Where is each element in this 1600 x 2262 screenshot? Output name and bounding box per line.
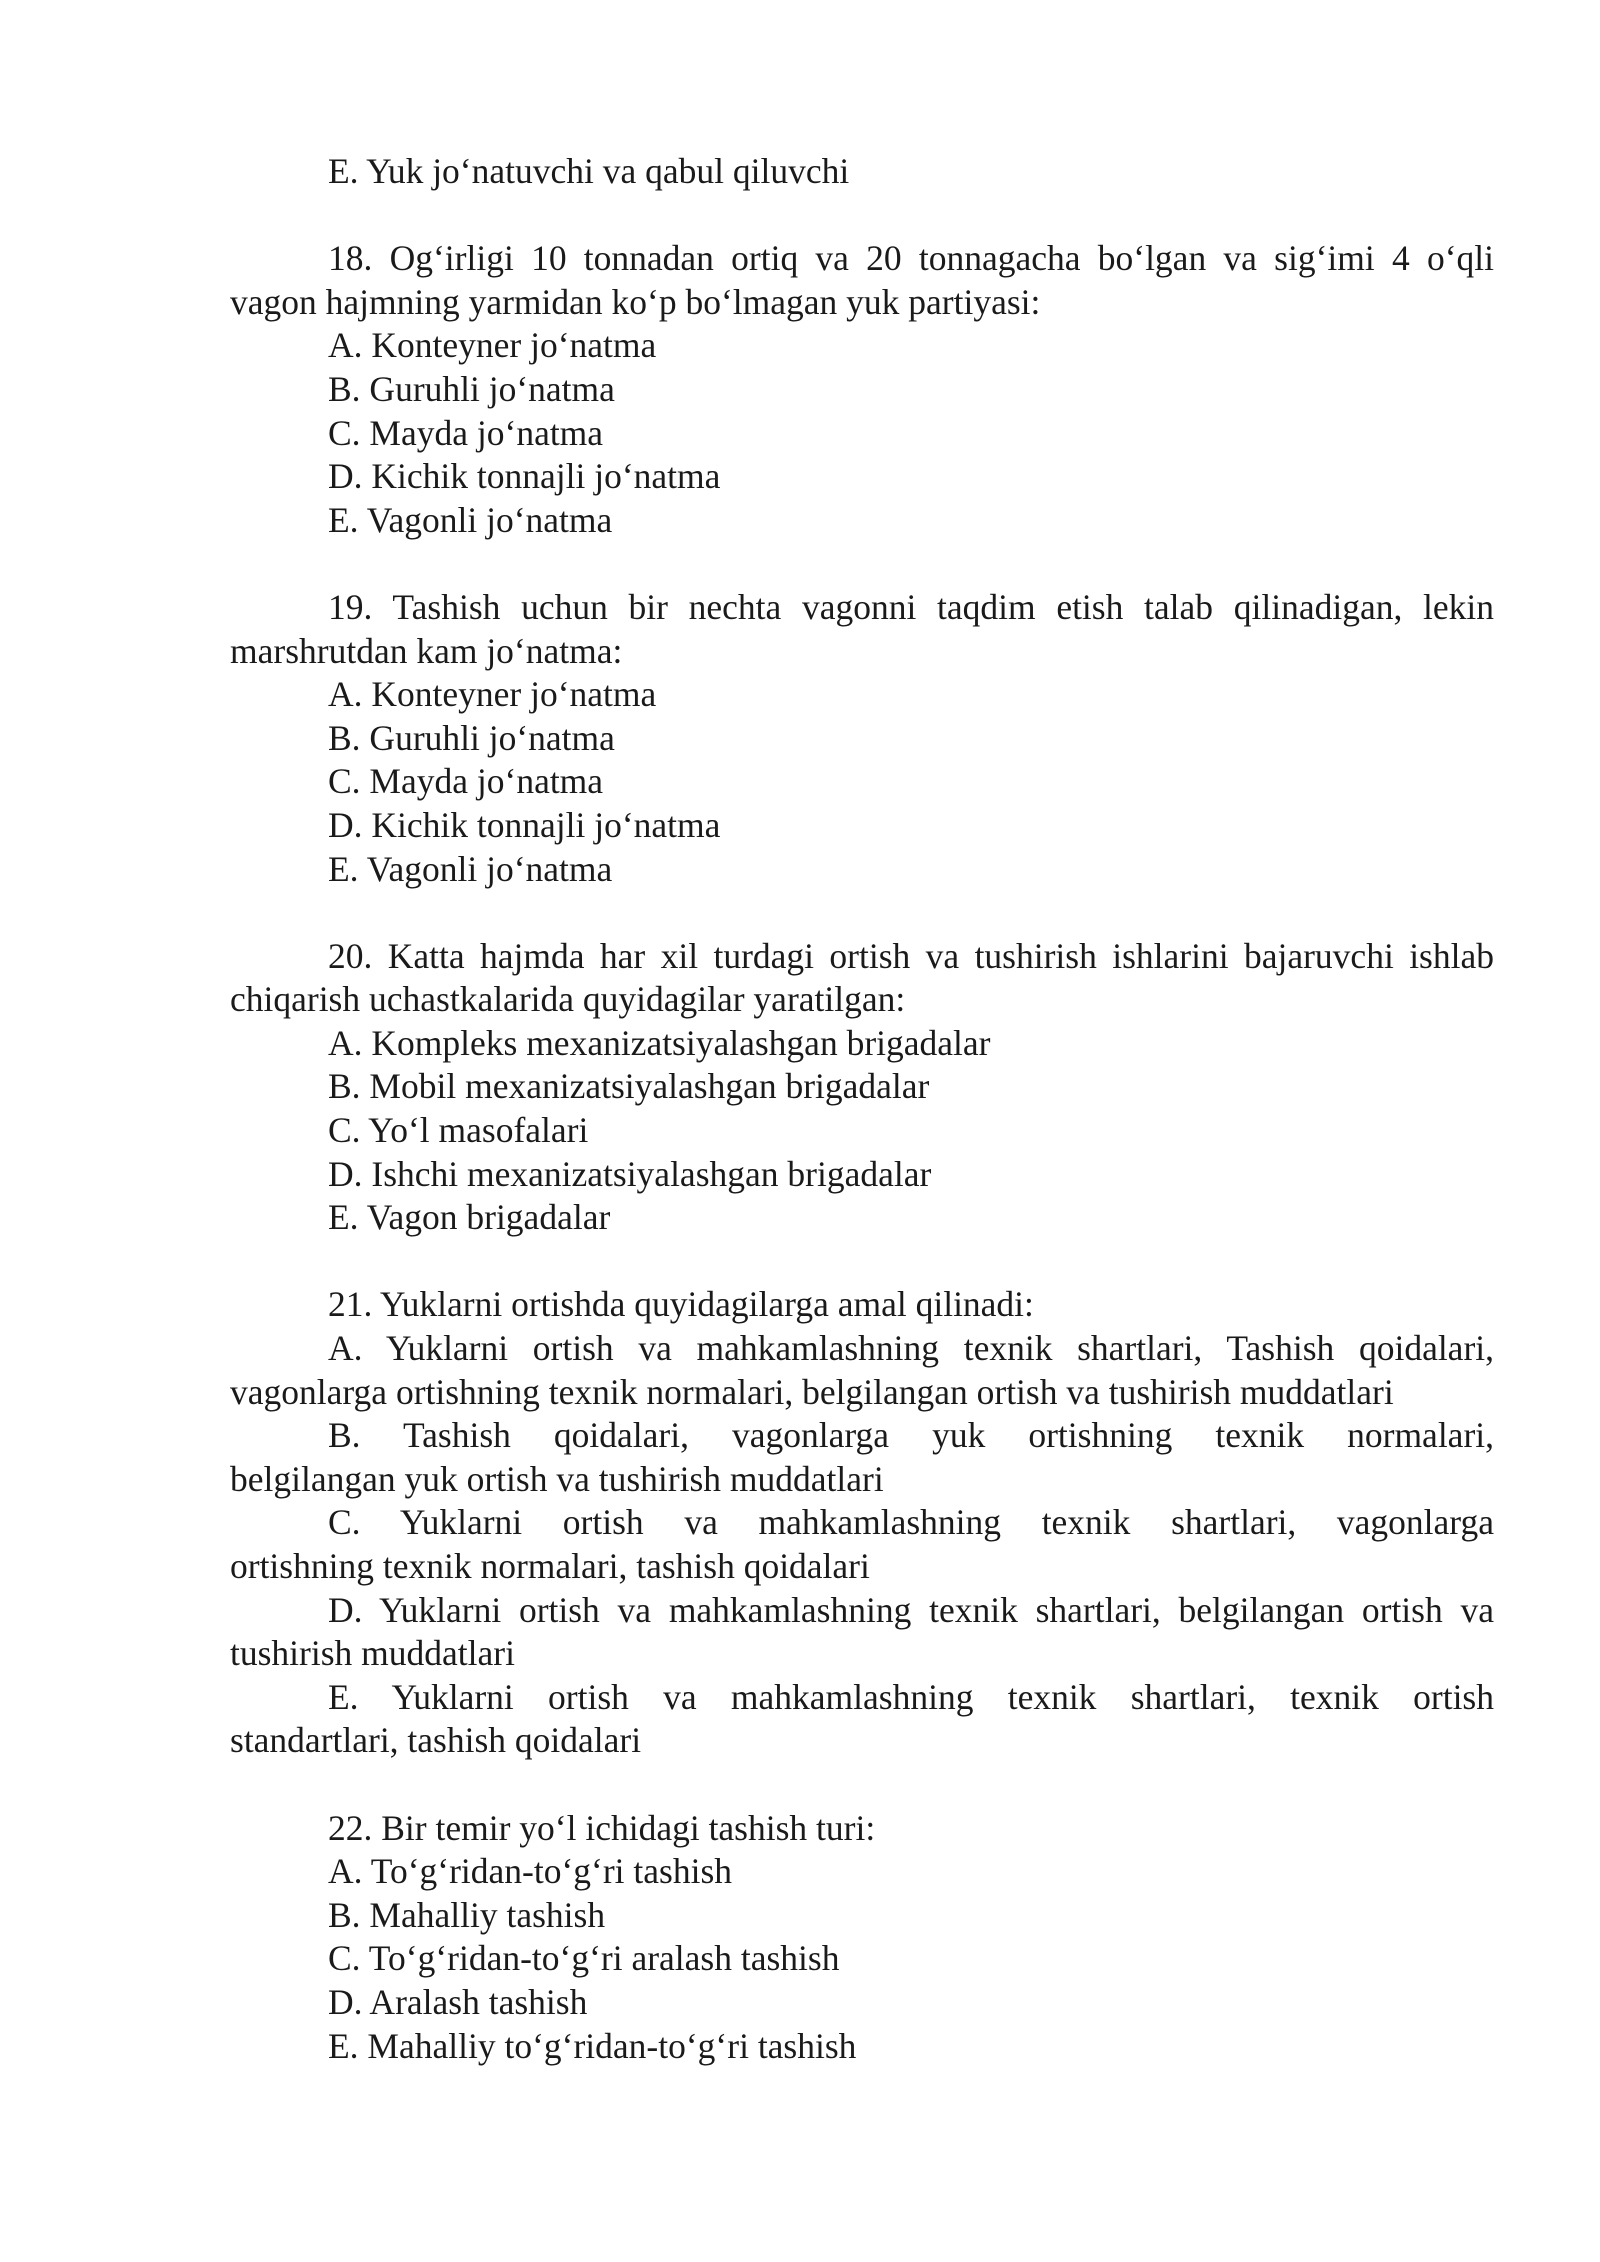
answer-option-cont: standartlari, tashish qoidalari <box>230 1720 642 1761</box>
spacer <box>230 1763 1494 1807</box>
answer-option-cont: belgilangan yuk ortish va tushirish muddatlari <box>230 1458 884 1499</box>
question-20-text: 20. Katta hajmda har xil turdagi ortish va tushirish ishlarini bajaruvchi ishlab <box>328 935 1494 976</box>
answer-option: B. Tashish qoidalari, vagonlarga yuk ortishning texnik normalari, <box>328 1415 1494 1456</box>
question-20-text-cont: chiqarish uchastkalarida quyidagilar yaratilgan: <box>230 979 906 1020</box>
answer-option: D. Yuklarni ortish va mahkamlashning texnik shartlari, belgilangan ortish va <box>328 1589 1494 1630</box>
answer-option-cont: ortishning texnik normalari, tashish qoidalari <box>230 1546 870 1586</box>
answer-option: A. To‘g‘ridan-to‘g‘ri tashish <box>328 1851 733 1892</box>
spacer <box>230 194 1494 238</box>
answer-option: C. Mayda jo‘natma <box>328 412 604 453</box>
answer-option: A. Yuklarni ortish va mahkamlashning texnik shartlari, Tashish qoidalari, <box>328 1328 1494 1369</box>
question-18-text: 18. Og‘irligi 10 tonnadan ortiq va 20 tonnagacha bo‘lgan va sig‘imi 4 o‘qli <box>328 238 1494 279</box>
answer-option: C. Yuklarni ortish va mahkamlashning texnik shartlari, vagonlarga <box>328 1502 1494 1543</box>
document-page <box>230 150 1494 2068</box>
answer-option: E. Yuklarni ortish va mahkamlashning texnik shartlari, texnik ortish <box>328 1676 1494 1717</box>
answer-option: A. Konteyner jo‘natma <box>328 674 657 715</box>
answer-option: C. Yo‘l masofalari <box>328 1110 589 1151</box>
answer-option: E. Vagonli jo‘natma <box>328 848 613 889</box>
answer-option: B. Guruhli jo‘natma <box>328 717 615 758</box>
answer-option: E. Vagon brigadalar <box>328 1197 611 1238</box>
answer-option: E. Vagonli jo‘natma <box>328 499 613 540</box>
answer-option: D. Aralash tashish <box>328 1981 588 2022</box>
answer-option-cont: tushirish muddatlari <box>230 1633 515 1674</box>
answer-option: B. Guruhli jo‘natma <box>328 368 615 409</box>
answer-option: B. Mahalliy tashish <box>328 1894 606 1935</box>
spacer <box>230 891 1494 935</box>
answer-option: D. Kichik tonnajli jo‘natma <box>328 804 721 845</box>
answer-option: D. Kichik tonnajli jo‘natma <box>328 456 721 497</box>
question-22-text: 22. Bir temir yo‘l ichidagi tashish turi: <box>328 1807 876 1848</box>
answer-option: E. Yuk jo‘natuvchi va qabul qiluvchi <box>328 151 850 191</box>
question-19-text: 19. Tashish uchun bir nechta vagonni taqdim etish talab qilinadigan, lekin <box>328 586 1494 627</box>
answer-option: D. Ishchi mexanizatsiyalashgan brigadalar <box>328 1153 932 1194</box>
answer-option: C. To‘g‘ridan-to‘g‘ri aralash tashish <box>328 1938 840 1979</box>
spacer <box>230 542 1494 586</box>
answer-option: A. Kompleks mexanizatsiyalashgan brigadalar <box>328 1022 991 1063</box>
question-21-text: 21. Yuklarni ortishda quyidagilarga amal qilinadi: <box>328 1284 1034 1325</box>
question-19-text-cont: marshrutdan kam jo‘natma: <box>230 630 623 671</box>
answer-option: E. Mahalliy to‘g‘ridan-to‘g‘ri tashish <box>328 2025 857 2066</box>
answer-option: B. Mobil mexanizatsiyalashgan brigadalar <box>328 1066 930 1107</box>
answer-option: A. Konteyner jo‘natma <box>328 325 657 366</box>
question-18-text-cont: vagon hajmning yarmidan ko‘p bo‘lmagan yuk partiyasi: <box>230 281 1041 322</box>
answer-option: C. Mayda jo‘natma <box>328 761 604 802</box>
spacer <box>230 1240 1494 1284</box>
answer-option-cont: vagonlarga ortishning texnik normalari, belgilangan ortish va tushirish muddatlari <box>230 1371 1394 1412</box>
